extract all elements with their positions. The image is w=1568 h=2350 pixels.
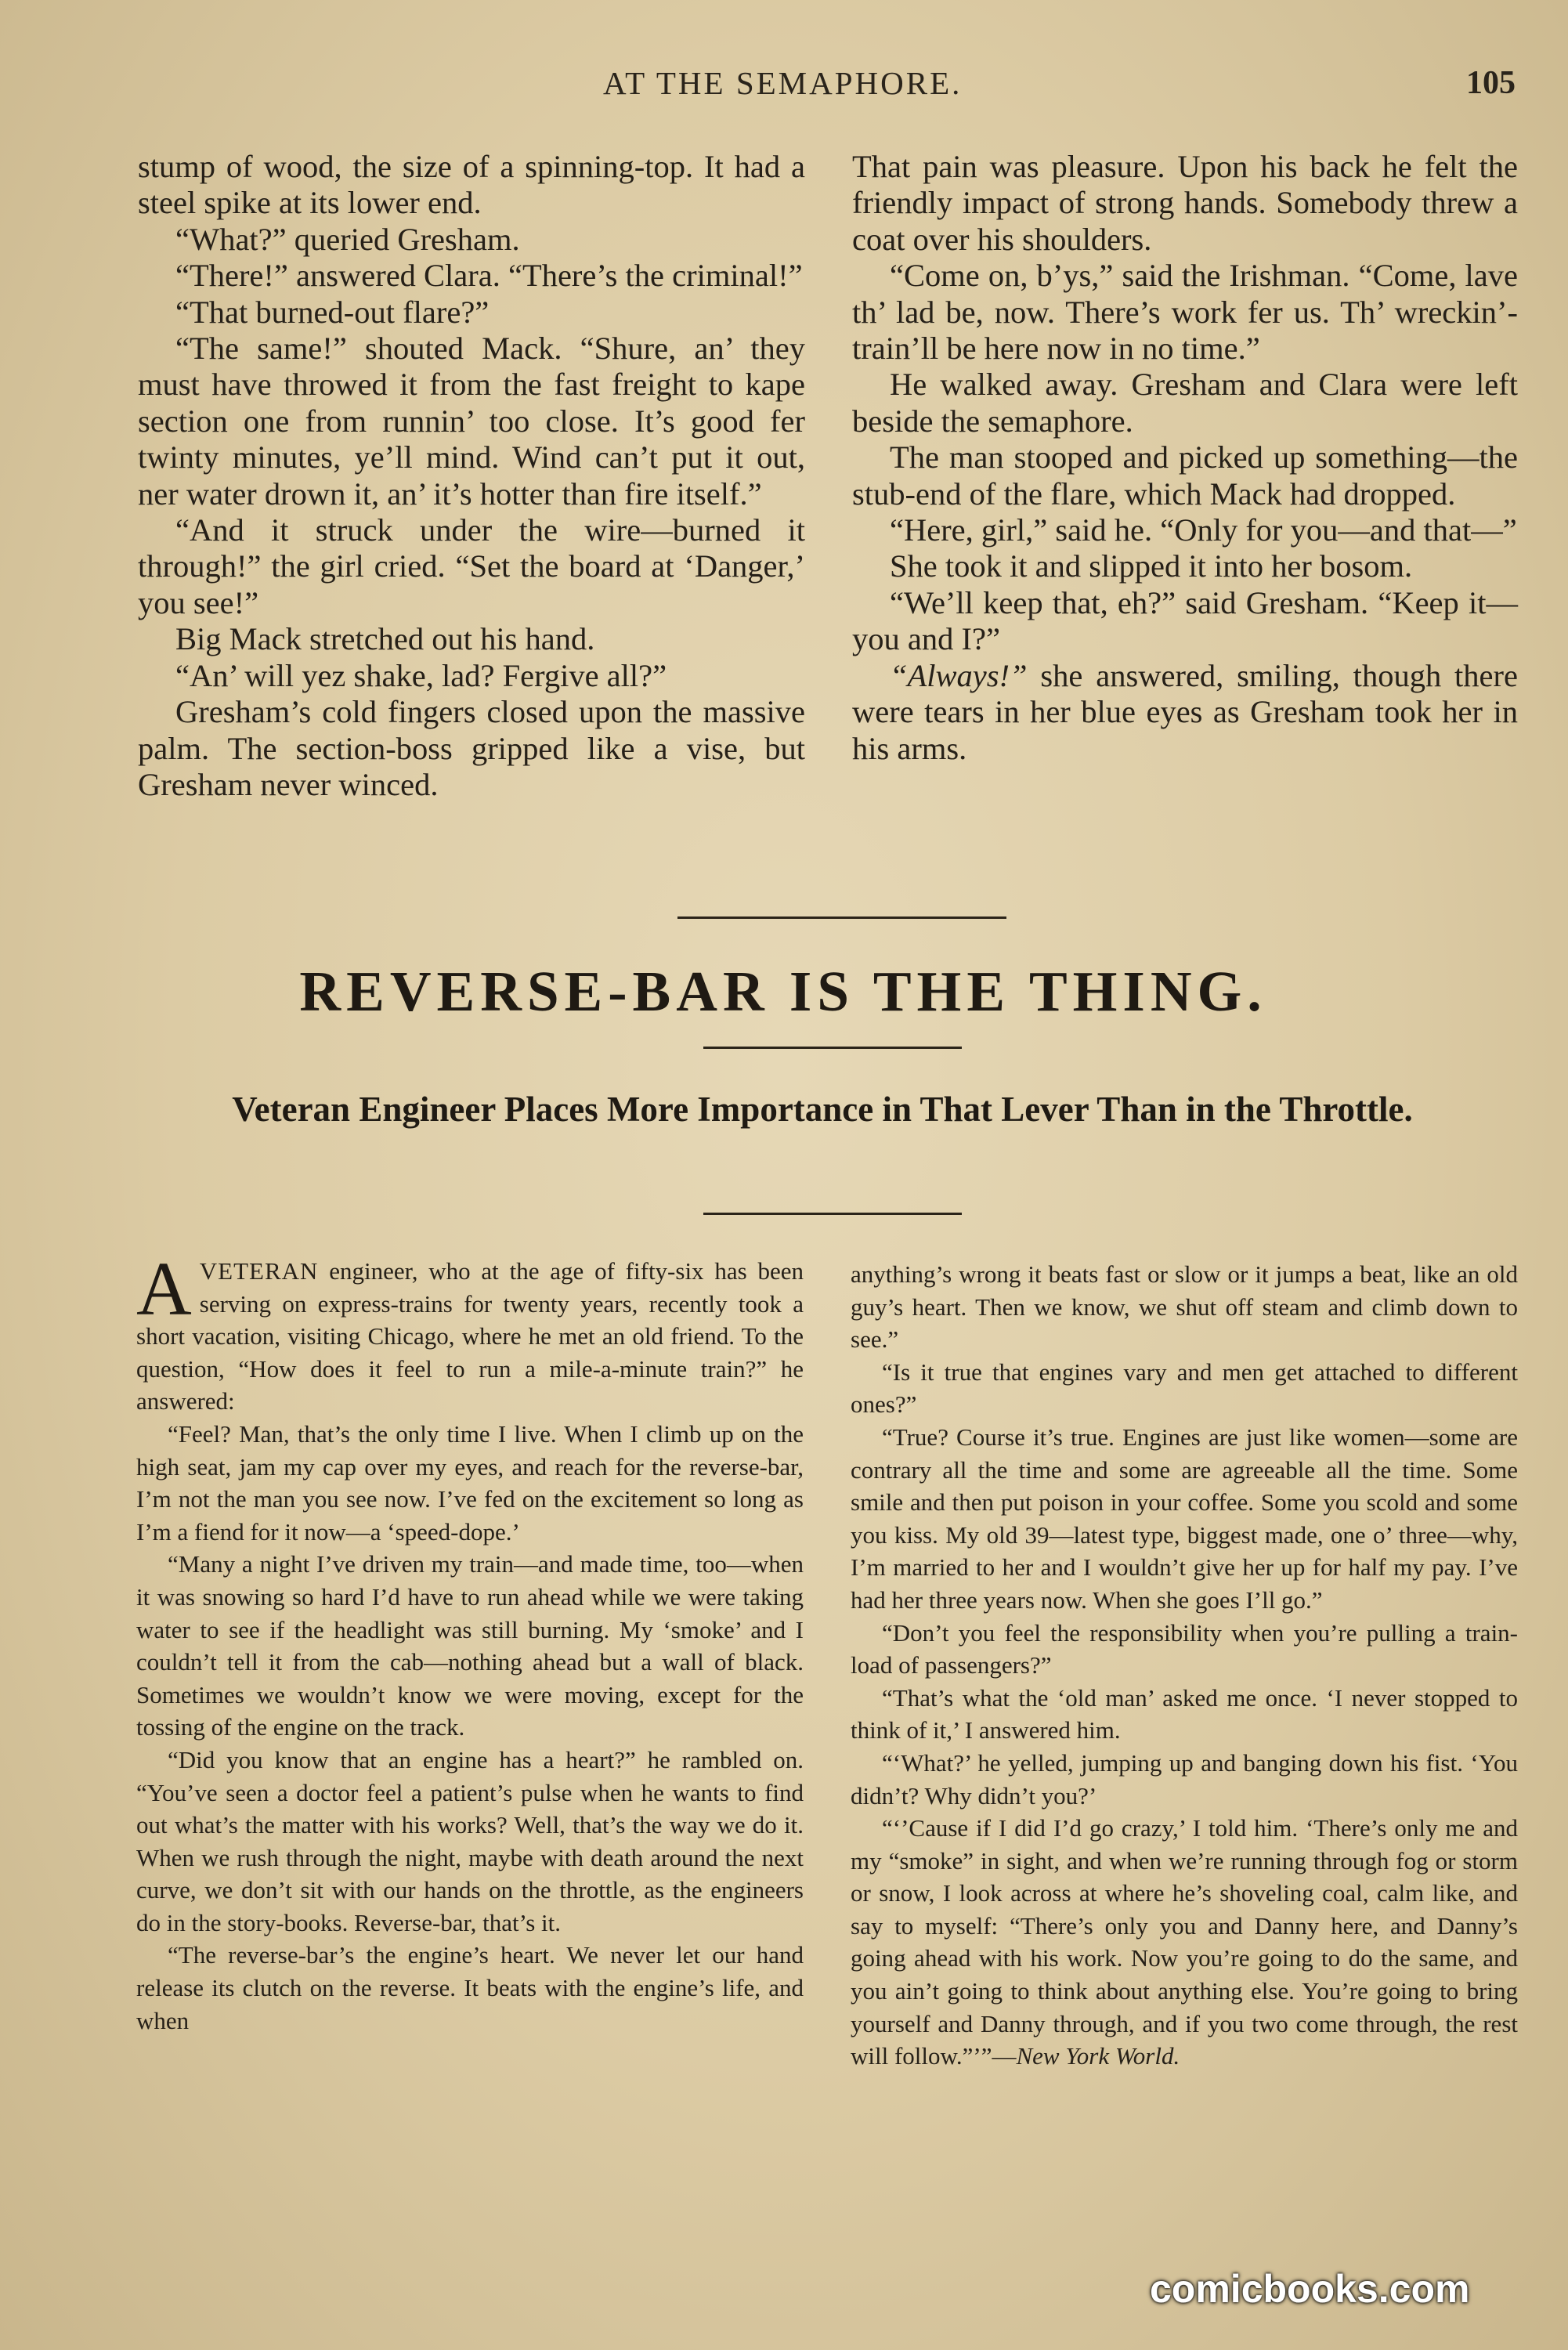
section-divider-top: [677, 916, 1006, 919]
story-paragraph: Big Mack stretched out his hand.: [175, 621, 595, 657]
article-paragraph: anything’s wrong it beats fast or slow or it jumps a beat, like an old guy’s heart. Then we know, we shut off steam and climb down to see.”: [851, 1260, 1518, 1354]
article-left-column: [136, 1247, 804, 2037]
drop-cap: A: [136, 1247, 192, 1332]
article-paragraph: “Did you know that an engine has a heart?” he rambled on. “You’ve seen a doctor feel a patient’s pulse when he wants to find out what’s the matter with his works? Well, that’s the way we do it. When we rush through the night, maybe with death around the next curve, we don’t sit with our hands on the throttle, as the engineers do in the story-books. Reverse-bar, that’s it.: [136, 1745, 804, 1936]
story-paragraph: She took it and slipped it into her bosom.: [890, 548, 1413, 584]
subhead-underline: [703, 1213, 962, 1215]
story-paragraph: “We’ll keep that, eh?” said Gresham. “Keep it—you and I?”: [852, 584, 1518, 657]
story-paragraph: He walked away. Gresham and Clara were left beside the semaphore.: [852, 367, 1518, 439]
headline-underline: [703, 1047, 962, 1049]
article-paragraph: “The reverse-bar’s the engine’s heart. We never let our hand release its clutch on the reverse. It beats with the engine’s life, and when: [136, 1941, 804, 2034]
story-paragraph: “And it struck under the wire—burned it through!” the girl cried. “Set the board at ‘Danger,’ you see!”: [138, 512, 805, 620]
article-paragraph: “Feel? Man, that’s the only time I live. When I climb up on the high seat, jam my cap over my eyes, and reach for the reverse-bar, I’m not the man you see now. I’ve fed on the excitement so long as I’m a fiend for it now—a ‘speed-dope.’: [136, 1419, 804, 1546]
lead-text: engineer, who at the age of fifty-six has been serving on express-trains for twenty years, recently took a short vacation, visiting Chicago, where he met an old friend. To the question, “How does it feel to run a mile-a-minute train?” he answered:: [136, 1257, 804, 1415]
story-paragraph: stump of wood, the size of a spinning-top. It had a steel spike at its lower end.: [138, 149, 805, 221]
article-paragraph: “Don’t you feel the responsibility when you’re pulling a train-load of passengers?”: [851, 1618, 1518, 1679]
article-paragraph: “Many a night I’ve driven my train—and made time, too—when it was snowing so hard I’d have to run ahead while we were taking water to see if the headlight was still burning. My ‘smoke’ and I couldn’t tell it from the cab—nothing ahead but a wall of black. Sometimes we wouldn’t know we were moving, except for the tossing of the engine on the track.: [136, 1550, 804, 1741]
article-closing-quote: “‘’Cause if I did I’d go crazy,’ I told him. ‘There’s only me and my “smoke” in sight, and when we’re running through fog or storm or snow, I look across at where he’s shoveling coal, calm like, and say to myself: “There’s only you and Danny here, and Danny’s going ahead with his work. Now you’re going to do the same, and you ain’t going to think about anything else. You’re going to bring yourself and Danny through, and if you two come through, the rest will follow.”’”—: [851, 1814, 1518, 2070]
story-paragraph: The man stooped and picked up something—the stub-end of the flare, which Mack had dropped.: [852, 439, 1518, 512]
article-paragraph: “That’s what the ‘old man’ asked me once. ‘I never stopped to think of it,’ I answered him.: [851, 1683, 1518, 1744]
page-number: 105: [1466, 65, 1516, 101]
story-paragraph: Gresham’s cold fingers closed upon the massive palm. The section-boss gripped like a vise, but Gresham never winced.: [138, 694, 805, 802]
story-paragraph: “There!” answered Clara. “There’s the criminal!”: [175, 258, 803, 294]
always-emphasis: “Always!”: [890, 657, 1028, 693]
lead-word: VETERAN: [199, 1257, 319, 1285]
story-paragraph: “Come on, b’ys,” said the Irishman. “Come, lave th’ lad be, now. There’s work fer us. Th’ wreckin’-train’ll be here now in no time.”: [852, 258, 1518, 367]
story-left-column: [138, 149, 805, 803]
story-paragraph: That pain was pleasure. Upon his back he felt the friendly impact of strong hands. Somebody threw a coat over his shoulders.: [852, 149, 1518, 257]
story-paragraph: “That burned-out flare?”: [175, 294, 490, 330]
article-headline: REVERSE-BAR IS THE THING.: [299, 960, 1267, 1023]
story-paragraph: “The same!” shouted Mack. “Shure, an’ they must have throwed it from the fast freight to kape section one from runnin’ too close. It’s good fer twinty minutes, ye’ll mind. Wind can’t put it out, ner water drown it, an’ it’s hotter than fire itself.”: [138, 331, 805, 512]
running-head: AT THE SEMAPHORE.: [603, 65, 963, 101]
article-paragraph: [851, 1812, 1518, 2073]
story-paragraph: “An’ will yez shake, lad? Fergive all?”: [175, 657, 667, 693]
watermark: comicbooks.com: [1150, 2267, 1470, 2311]
story-final-paragraph: [852, 658, 1518, 767]
source-credit: New York World.: [1016, 2042, 1180, 2070]
story-final-text: she answered, smiling, though there were tears in her blue eyes as Gresham took her in his arms.: [852, 657, 1518, 766]
article-paragraph: “Is it true that engines vary and men get attached to different ones?”: [851, 1358, 1518, 1419]
article-right-column: [851, 1258, 1518, 2073]
story-paragraph: “What?” queried Gresham.: [175, 221, 520, 257]
article-paragraph: “‘What?’ he yelled, jumping up and banging down his fist. ‘You didn’t? Why didn’t you?’: [851, 1748, 1518, 1810]
story-right-column: [852, 149, 1518, 767]
story-paragraph: “Here, girl,” said he. “Only for you—and that—”: [890, 512, 1517, 548]
article-lead-paragraph: [136, 1247, 804, 1418]
article-subhead: Veteran Engineer Places More Importance in That Lever Than in the Throttle.: [232, 1090, 1413, 1129]
article-paragraph: “True? Course it’s true. Engines are just like women—some are contrary all the time and some are agreeable all the time. Some smile and then put poison in your coffee. Some you scold and some you kiss. My old 39—latest type, biggest made, one o’ three—why, I’m married to her and I wouldn’t give her up for half my pay. I’ve had her three years now. When she goes I’ll go.”: [851, 1423, 1518, 1614]
